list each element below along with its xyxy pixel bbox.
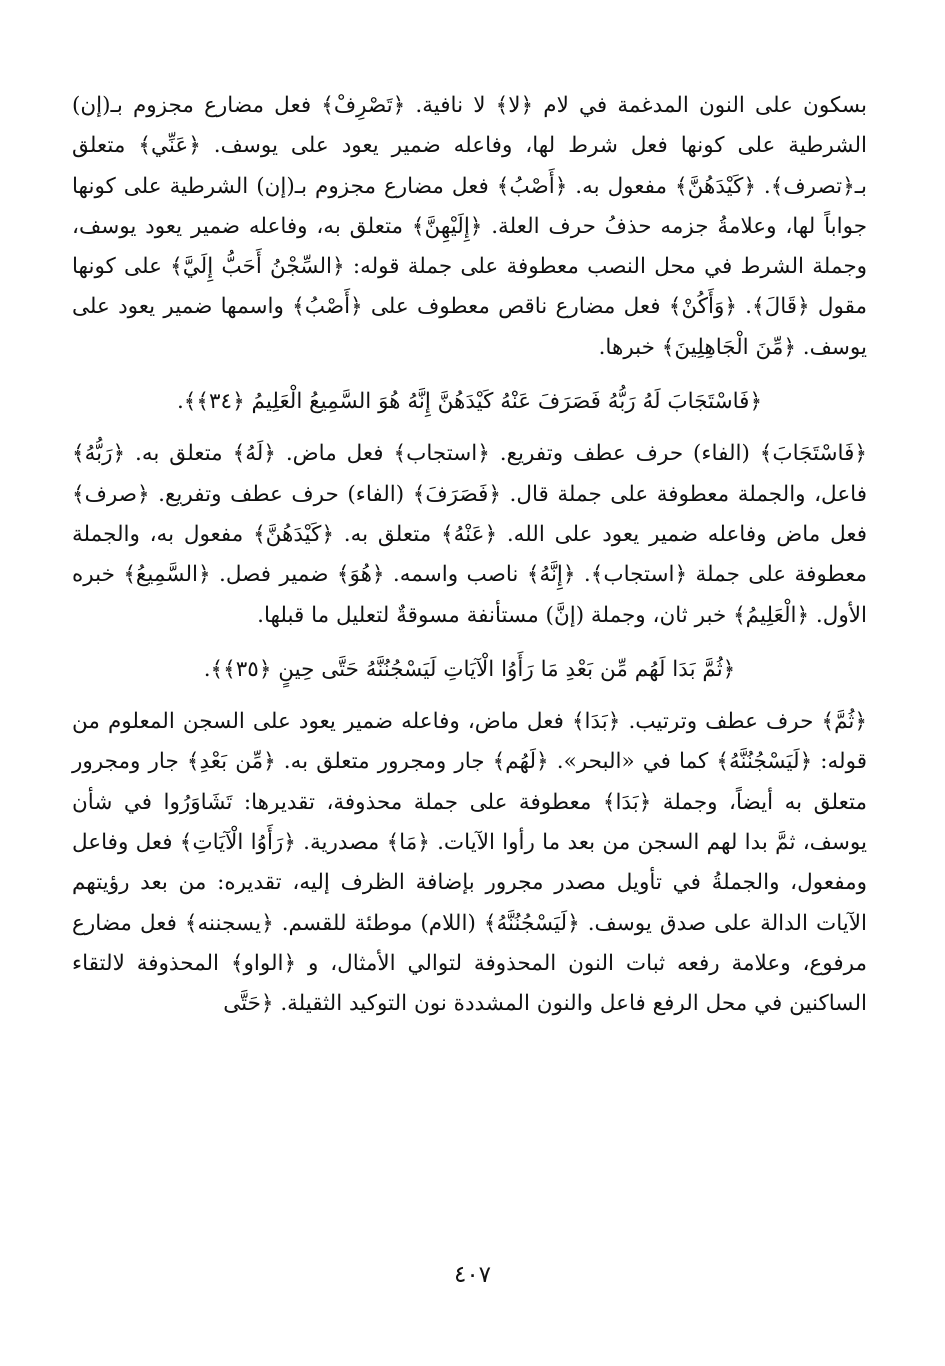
paragraph-2: ﴿فَاسْتَجَابَ﴾ (الفاء) حرف عطف وتفريع. ﴿استجاب﴾ فعل ماض. ﴿لَهُ﴾ متعلق به. ﴿رَبُّهُ﴾ فاعل، والجملة معطوفة على جملة قال. ﴿فَصَرَفَ﴾ (الفاء) حرف عطف وتفريع. ﴿صرف﴾ فعل ماض وفاعله ضمير يعود على الله. ﴿عَنْهُ﴾ متعلق به. ﴿كَيْدَهُنَّ﴾ مفعول به، والجملة معطوفة على جملة ﴿استجاب﴾. ﴿إِنَّهُ﴾ ناصب واسمه. ﴿هُوَ﴾ ضمير فصل. ﴿السَّمِيعُ﴾ خبره الأول. ﴿الْعَلِيمُ﴾ خبر ثان، وجملة (إنَّ) مستأنفة مسوقةٌ لتعليل ما قبلها. (72, 441, 867, 628)
quran-verse-35: ﴿ثُمَّ بَدَا لَهُم مِّن بَعْدِ مَا رَأَوُا الْآيَاتِ لَيَسْجُنُنَّهُ حَتَّى حِينٍ ﴿٣٥﴾﴾. (203, 656, 736, 682)
page-number: ٤٠٧ (453, 1262, 492, 1288)
quran-verse-34: ﴿فَاسْتَجَابَ لَهُ رَبُّهُ فَصَرَفَ عَنْهُ كَيْدَهُنَّ إِنَّهُ هُوَ السَّمِيعُ الْعَلِيمُ ﴿٣٤﴾﴾. (176, 389, 763, 415)
paragraph-3: ﴿ثُمَّ﴾ حرف عطف وترتيب. ﴿بَدَا﴾ فعل ماض، وفاعله ضمير يعود على السجن المعلوم من قوله: ﴿لَيَسْجُنُنَّهُ﴾ كما في «البحر». ﴿لَهُم﴾ جار ومجرور متعلق به. ﴿مِّن بَعْدِ﴾ جار ومجرور متعلق به أيضاً، وجملة ﴿بَدَا﴾ معطوفة على جملة محذوفة، تقديرها: تَشَاوَرُوا في شأن يوسف، ثمَّ بدا لهم السجن من بعد ما رأوا الآيات. ﴿مَا﴾ مصدرية. ﴿رَأَوُا الْآيَاتِ﴾ فعل وفاعل ومفعول، والجملةُ في تأويل مصدر مجرور بإضافة الظرف إليه، تقديره: من بعد رؤيتهم الآيات الدالة على صدق يوسف. ﴿لَيَسْجُنُنَّهُ﴾ (اللام) موطئة للقسم. ﴿يسجننه﴾ فعل مضارع مرفوع، وعلامة رفعه ثبات النون المحذوفة لتوالي الأمثال، و ﴿الواو﴾ المحذوفة لالتقاء الساكنين في محل الرفع فاعل والنون المشددة نون التوكيد الثقيلة. ﴿حَتَّى (72, 709, 867, 1017)
paragraph-1: بسكون على النون المدغمة في لام ﴿لا﴾ لا نافية. ﴿تَصْرِفْ﴾ فعل مضارع مجزوم بـ(إن) الشرطية على كونها فعل شرط لها، وفاعله ضمير يعود على يوسف. ﴿عَنِّي﴾ متعلق بـ﴿تصرف﴾. ﴿كَيْدَهُنَّ﴾ مفعول به. ﴿أَصْبُ﴾ فعل مضارع مجزوم بـ(إن) الشرطية على كونها جواباً لها، وعلامةُ جزمه حذفُ حرف العلة. ﴿إِلَيْهِنَّ﴾ متعلق به، وفاعله ضمير يعود يوسف، وجملة الشرط في محل النصب معطوفة على جملة قوله: ﴿السِّجْنُ أَحَبُّ إِلَيَّ﴾ على كونها مقول ﴿قَالَ﴾. ﴿وَأَكُنْ﴾ فعل مضارع ناقص معطوف على ﴿أَصْبُ﴾ واسمها ضمير يعود على يوسف. ﴿مِّنَ الْجَاهِلِينَ﴾ خبرها. (72, 93, 867, 360)
